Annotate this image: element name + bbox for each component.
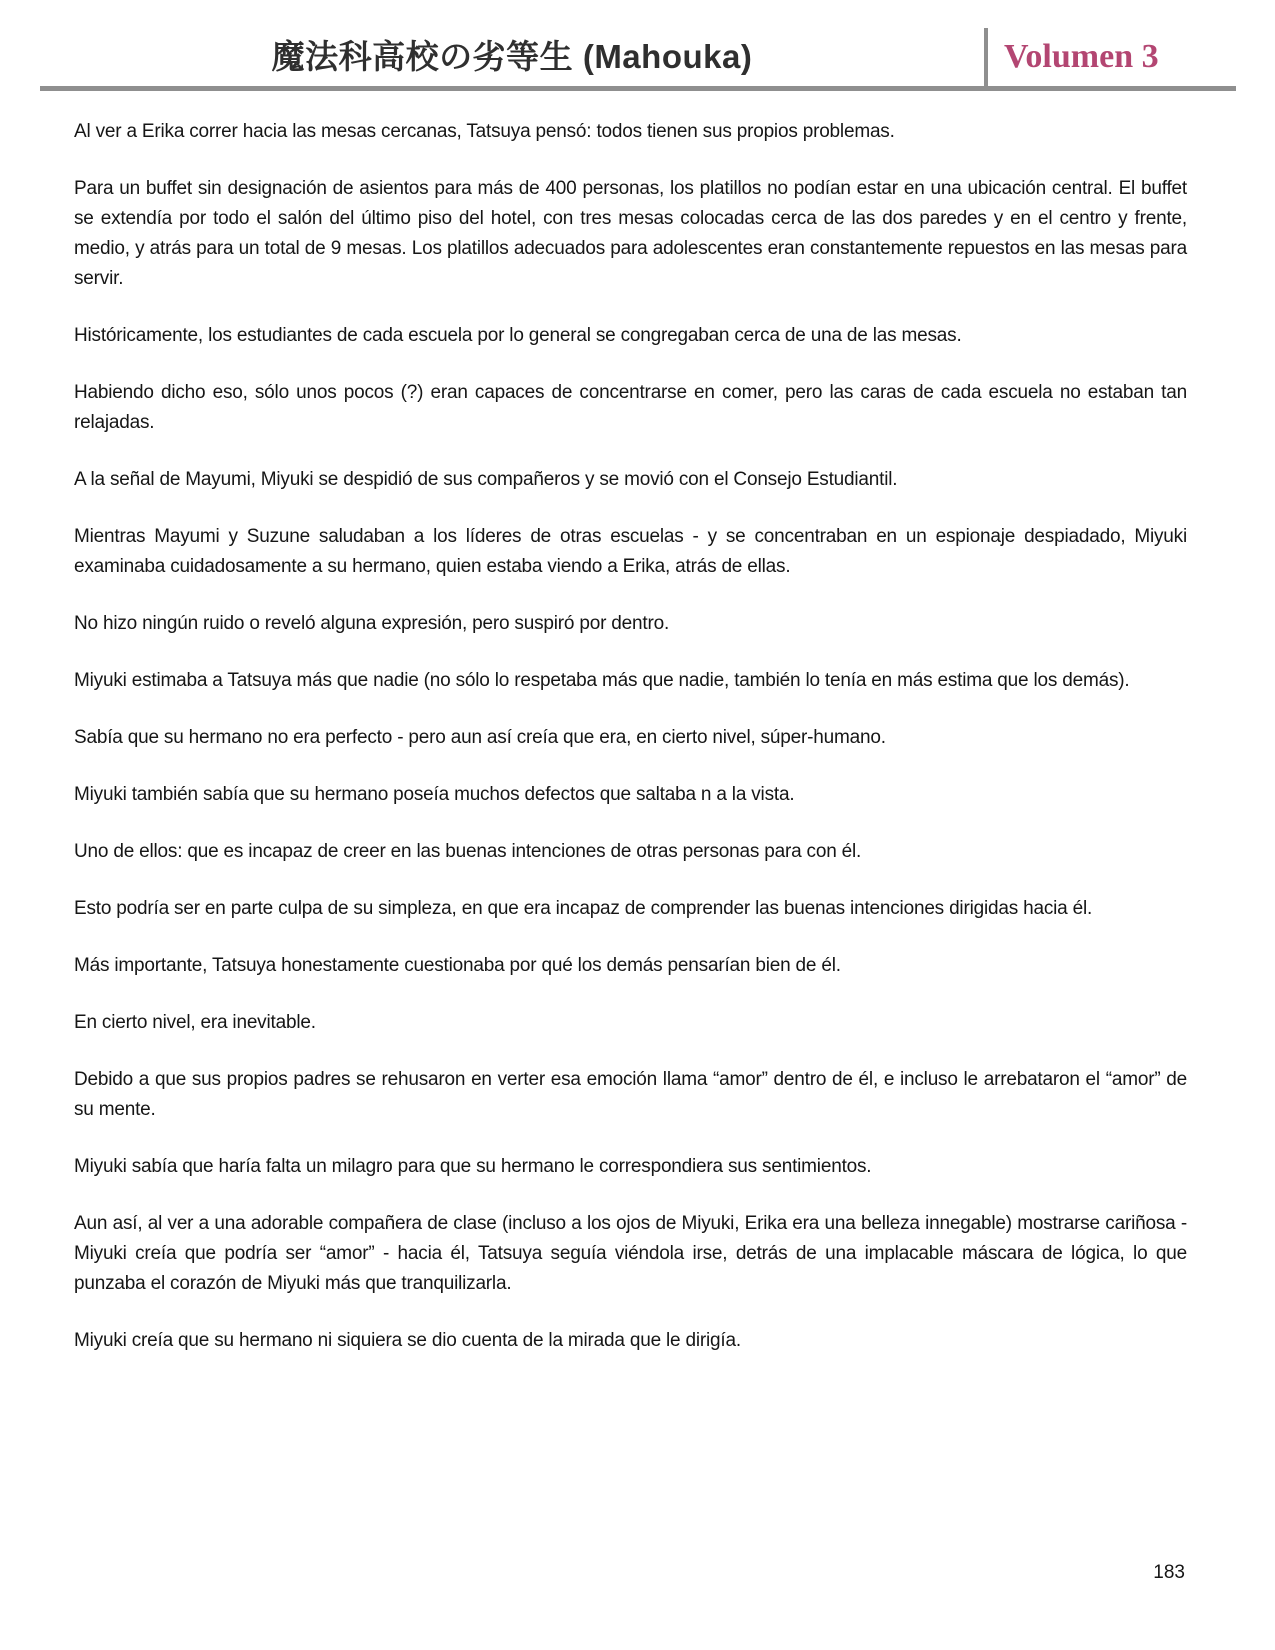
paragraph: No hizo ningún ruido o reveló alguna expresión, pero suspiró por dentro. [74,613,670,634]
paragraph: En cierto nivel, era inevitable. [74,1012,316,1033]
paragraph: Uno de ellos: que es incapaz de creer en las buenas intenciones de otras personas para con él. [74,841,862,862]
paragraph: Al ver a Erika correr hacia las mesas cercanas, Tatsuya pensó: todos tienen sus propios problemas. [74,121,895,142]
paragraph: Para un buffet sin designación de asientos para más de 400 personas, los platillos no podían estar en una ubicación central. El buffet se extendía por todo el salón del último piso del hotel, con tres mesas colocadas cerca de las dos paredes y en el centro y frente, medio, y atrás para un total de 9 mesas. Los platillos adecuados para adolescentes eran constantemente repuestos en las mesas para servir. [74,178,1187,289]
paragraph: Habiendo dicho eso, sólo unos pocos (?) eran capaces de concentrarse en comer, pero las caras de cada escuela no estaban tan relajadas. [74,382,1187,433]
paragraph: Miyuki sabía que haría falta un milagro para que su hermano le correspondiera sus sentimientos. [74,1156,872,1177]
paragraph: Sabía que su hermano no era perfecto - pero aun así creía que era, en cierto nivel, súper-humano. [74,727,886,748]
paragraph: Históricamente, los estudiantes de cada escuela por lo general se congregaban cerca de una de las mesas. [74,325,962,346]
volume-area [988,38,1236,86]
paragraph: A la señal de Mayumi, Miyuki se despidió de sus compañeros y se movió con el Consejo Estudiantil. [74,469,898,490]
paragraph: Más importante, Tatsuya honestamente cuestionaba por qué los demás pensarían bien de él. [74,955,841,976]
paragraph: Debido a que sus propios padres se rehusaron en verter esa emoción llama “amor” dentro de él, e incluso le arrebataron el “amor” de su mente. [74,1069,1187,1120]
page-header [40,0,1236,91]
page-title: 魔法科高校の劣等生 (Mahouka) [271,38,753,75]
paragraph: Aun así, al ver a una adorable compañera de clase (incluso a los ojos de Miyuki, Erika era una belleza innegable) mostrarse cariñosa - Miyuki creía que podría ser “amor” - hacia él, Tatsuya seguía viéndola irse, detrás de una implacable máscara de lógica, lo que punzaba el corazón de Miyuki más que tranquilizarla. [74,1213,1187,1294]
paragraph: Miyuki creía que su hermano ni siquiera se dio cuenta de la mirada que le dirigía. [74,1330,741,1351]
title-area [40,31,984,86]
paragraph: Mientras Mayumi y Suzune saludaban a los líderes de otras escuelas - y se concentraban en un espionaje despiadado, Miyuki examinaba cuidadosamente a su hermano, quien estaba viendo a Erika, atrás de ellas. [74,526,1187,577]
paragraph: Miyuki estimaba a Tatsuya más que nadie (no sólo lo respetaba más que nadie, también lo tenía en más estima que los demás). [74,670,1130,691]
page-body [0,91,1275,1356]
page-number: 183 [1153,1562,1185,1583]
paragraph: Miyuki también sabía que su hermano poseía muchos defectos que saltaba n a la vista. [74,784,795,805]
volume-label: Volumen 3 [1004,38,1159,75]
paragraph: Esto podría ser en parte culpa de su simpleza, en que era incapaz de comprender las buenas intenciones dirigidas hacia él. [74,898,1093,919]
